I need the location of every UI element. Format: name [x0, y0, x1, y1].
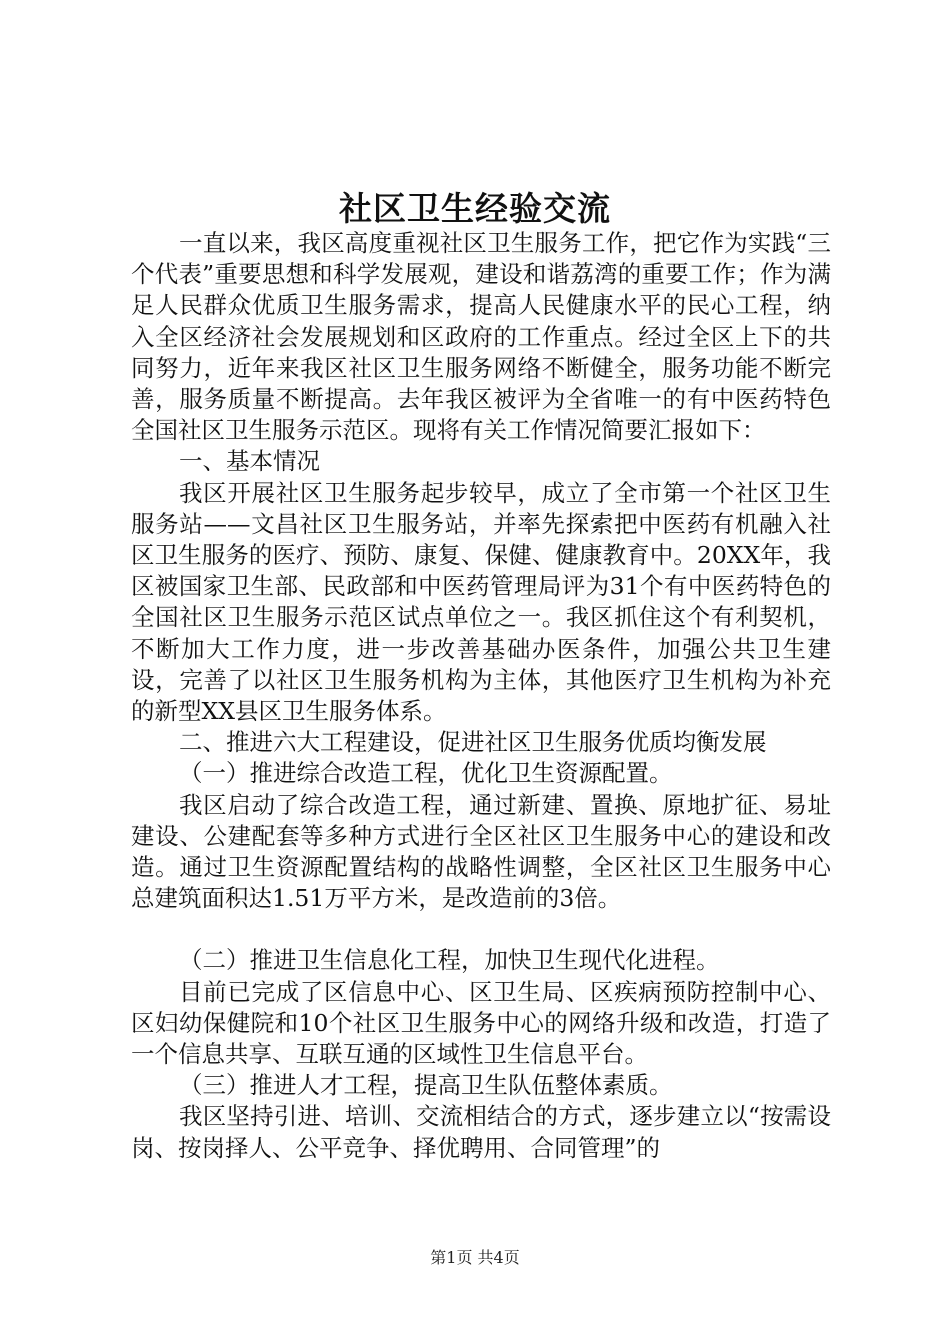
document-body [131, 228, 831, 1164]
paragraph-subsection-1: 我区启动了综合改造工程，通过新建、置换、原地扩征、易址建设、公建配套等多种方式进行全区社区卫生服务中心的建设和改造。通过卫生资源配置结构的战略性调整，全区社区卫生服务中心总建筑面积达1.51万平方米，是改造前的3倍。 [131, 790, 831, 913]
subsection-heading-2: （二）推进卫生信息化工程，加快卫生现代化进程。 [179, 946, 720, 975]
section-heading-basic-situation: 一、基本情况 [179, 447, 320, 476]
paragraph-intro: 一直以来，我区高度重视社区卫生服务工作，把它作为实践“三个代表”重要思想和科学发展观，建设和谐荔湾的重要工作；作为满足人民群众优质卫生服务需求，提高人民健康水平的民心工程，纳入全区经济社会发展规划和区政府的工作重点。经过全区上下的共同努力，近年来我区社区卫生服务网络不断健全，服务功能不断完善，服务质量不断提高。去年我区被评为全省唯一的有中医药特色全国社区卫生服务示范区。现将有关工作情况简要汇报如下： [131, 229, 831, 445]
subsection-heading-1: （一）推进综合改造工程，优化卫生资源配置。 [179, 759, 673, 788]
page-number-footer: 第1页 共4页 [430, 1248, 520, 1267]
paragraph-subsection-3: 我区坚持引进、培训、交流相结合的方式，逐步建立以“按需设岗、按岗择人、公平竞争、择优聘用、合同管理”的 [131, 1102, 831, 1162]
paragraph-subsection-2: 目前已完成了区信息中心、区卫生局、区疾病预防控制中心、区妇幼保健院和10个社区卫生服务中心的网络升级和改造，打造了一个信息共享、互联互通的区域性卫生信息平台。 [131, 977, 831, 1069]
subsection-heading-3: （三）推进人才工程，提高卫生队伍整体素质。 [179, 1071, 673, 1100]
paragraph-basic-situation: 我区开展社区卫生服务起步较早，成立了全市第一个社区卫生服务站——文昌社区卫生服务站，并率先探索把中医药有机融入社区卫生服务的医疗、预防、康复、保健、健康教育中。20XX年，我区被国家卫生部、民政部和中医药管理局评为31个有中医药特色的全国社区卫生服务示范区试点单位之一。我区抓住这个有利契机，不断加大工作力度，进一步改善基础办医条件，加强公共卫生建设，完善了以社区卫生服务机构为主体，其他医疗卫生机构为补充的新型XX县区卫生服务体系。 [131, 478, 831, 726]
section-heading-six-projects: 二、推进六大工程建设，促进社区卫生服务优质均衡发展 [179, 728, 767, 757]
document-title: 社区卫生经验交流 [339, 189, 611, 228]
